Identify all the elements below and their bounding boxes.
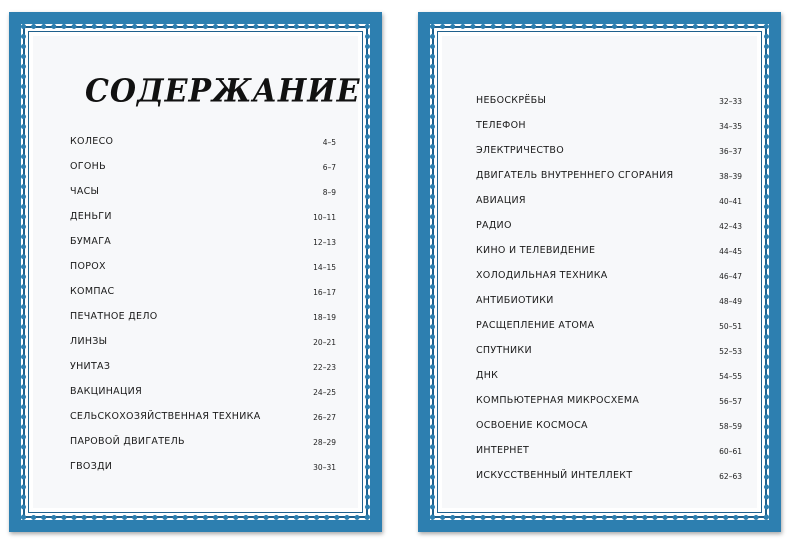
toc-entry-pages: 16–17 bbox=[313, 288, 336, 297]
toc-entry-pages: 10–11 bbox=[313, 213, 336, 222]
toc-entry-title: ИСКУССТВЕННЫЙ ИНТЕЛЛЕКТ bbox=[476, 470, 633, 481]
right-page bbox=[418, 12, 781, 532]
toc-entry-row bbox=[476, 145, 742, 170]
toc-list-right bbox=[476, 95, 742, 495]
toc-entry-pages: 42–43 bbox=[719, 222, 742, 231]
toc-entry-pages: 34–35 bbox=[719, 122, 742, 131]
toc-entry-pages: 14–15 bbox=[313, 263, 336, 272]
toc-entry-title: РАДИО bbox=[476, 220, 512, 231]
toc-entry-title: ДНК bbox=[476, 370, 499, 381]
toc-entry-title: ПЕЧАТНОЕ ДЕЛО bbox=[70, 311, 158, 322]
toc-entry-title: БУМАГА bbox=[70, 236, 112, 247]
toc-entry-pages: 24–25 bbox=[313, 388, 336, 397]
toc-entry-pages: 48–49 bbox=[719, 297, 742, 306]
toc-entry-title: ИНТЕРНЕТ bbox=[476, 445, 530, 456]
toc-entry-title: ЛИНЗЫ bbox=[70, 336, 108, 347]
toc-entry-row bbox=[70, 336, 336, 361]
toc-entry-title: КИНО И ТЕЛЕВИДЕНИЕ bbox=[476, 245, 596, 256]
toc-entry-row bbox=[70, 311, 336, 336]
toc-entry-pages: 46–47 bbox=[719, 272, 742, 281]
toc-entry-title: ЭЛЕКТРИЧЕСТВО bbox=[476, 145, 565, 156]
toc-entry-title: СПУТНИКИ bbox=[476, 345, 532, 356]
toc-entry-title: ЧАСЫ bbox=[70, 186, 100, 197]
toc-entry-pages: 30–31 bbox=[313, 463, 336, 472]
toc-entry-pages: 58–59 bbox=[719, 422, 742, 431]
toc-entry-title: СЕЛЬСКОХОЗЯЙСТВЕННАЯ ТЕХНИКА bbox=[70, 411, 261, 422]
toc-entry-title: КОМПЬЮТЕРНАЯ МИКРОСХЕМА bbox=[476, 395, 640, 406]
toc-entry-title: ХОЛОДИЛЬНАЯ ТЕХНИКА bbox=[476, 270, 608, 281]
toc-entry-pages: 22–23 bbox=[313, 363, 336, 372]
toc-entry-pages: 32–33 bbox=[719, 97, 742, 106]
toc-entry-row bbox=[70, 161, 336, 186]
toc-entry-title: ДЕНЬГИ bbox=[70, 211, 112, 222]
toc-entry-title: УНИТАЗ bbox=[70, 361, 111, 372]
toc-entry-pages: 26–27 bbox=[313, 413, 336, 422]
toc-entry-pages: 52–53 bbox=[719, 347, 742, 356]
toc-entry-title: АВИАЦИЯ bbox=[476, 195, 526, 206]
toc-entry-row bbox=[476, 95, 742, 120]
decorative-stamp-border bbox=[430, 24, 769, 520]
toc-entry-title: ТЕЛЕФОН bbox=[476, 120, 526, 131]
decorative-stamp-border bbox=[21, 24, 370, 520]
toc-entry-pages: 62–63 bbox=[719, 472, 742, 481]
toc-entry-row bbox=[476, 445, 742, 470]
toc-entry-pages: 28–29 bbox=[313, 438, 336, 447]
toc-entry-title: НЕБОСКРЁБЫ bbox=[476, 95, 547, 106]
toc-entry-title: ПОРОХ bbox=[70, 261, 106, 272]
toc-entry-pages: 50–51 bbox=[719, 322, 742, 331]
toc-entry-row bbox=[70, 361, 336, 386]
toc-entry-row bbox=[70, 236, 336, 261]
toc-entry-pages: 38–39 bbox=[719, 172, 742, 181]
toc-entry-row bbox=[70, 211, 336, 236]
toc-entry-row bbox=[476, 320, 742, 345]
toc-entry-pages: 54–55 bbox=[719, 372, 742, 381]
toc-entry-row bbox=[476, 220, 742, 245]
toc-entry-row bbox=[476, 420, 742, 445]
toc-entry-pages: 6–7 bbox=[322, 163, 336, 172]
toc-entry-row bbox=[476, 120, 742, 145]
toc-entry-pages: 56–57 bbox=[719, 397, 742, 406]
toc-entry-title: ВАКЦИНАЦИЯ bbox=[70, 386, 142, 397]
toc-entry-title: ОСВОЕНИЕ КОСМОСА bbox=[476, 420, 588, 431]
toc-entry-row bbox=[70, 436, 336, 461]
toc-entry-row bbox=[476, 295, 742, 320]
toc-entry-row bbox=[70, 386, 336, 411]
toc-entry-title: АНТИБИОТИКИ bbox=[476, 295, 554, 306]
toc-entry-row bbox=[476, 470, 742, 495]
toc-entry-pages: 60–61 bbox=[719, 447, 742, 456]
toc-entry-title: КОМПАС bbox=[70, 286, 115, 297]
toc-entry-pages: 12–13 bbox=[313, 238, 336, 247]
toc-entry-row bbox=[476, 395, 742, 420]
toc-entry-pages: 44–45 bbox=[719, 247, 742, 256]
toc-entry-title: ПАРОВОЙ ДВИГАТЕЛЬ bbox=[70, 436, 185, 447]
toc-entry-title: ДВИГАТЕЛЬ ВНУТРЕННЕГО СГОРАНИЯ bbox=[476, 170, 674, 181]
left-page-content bbox=[33, 36, 361, 508]
toc-entry-title: ОГОНЬ bbox=[70, 161, 106, 172]
toc-entry-title: ГВОЗДИ bbox=[70, 461, 113, 472]
toc-entry-row bbox=[70, 286, 336, 311]
toc-list-left bbox=[70, 136, 336, 486]
toc-entry-title: РАСЩЕПЛЕНИЕ АТОМА bbox=[476, 320, 595, 331]
toc-entry-row bbox=[70, 461, 336, 486]
toc-entry-row bbox=[476, 270, 742, 295]
toc-entry-row bbox=[70, 136, 336, 161]
toc-entry-pages: 4–5 bbox=[322, 138, 336, 147]
toc-entry-title: КОЛЕСО bbox=[70, 136, 114, 147]
toc-entry-row bbox=[476, 245, 742, 270]
toc-entry-pages: 8–9 bbox=[322, 188, 336, 197]
toc-entry-row bbox=[476, 370, 742, 395]
left-page bbox=[9, 12, 382, 532]
toc-entry-row bbox=[476, 170, 742, 195]
toc-entry-row bbox=[476, 345, 742, 370]
toc-entry-pages: 18–19 bbox=[313, 313, 336, 322]
toc-entry-pages: 40–41 bbox=[719, 197, 742, 206]
right-page-content bbox=[442, 36, 757, 508]
toc-entry-pages: 20–21 bbox=[313, 338, 336, 347]
toc-entry-row bbox=[70, 186, 336, 211]
page-title: СОДЕРЖАНИЕ bbox=[85, 73, 361, 110]
toc-entry-pages: 36–37 bbox=[719, 147, 742, 156]
toc-entry-row bbox=[70, 261, 336, 286]
toc-entry-row bbox=[70, 411, 336, 436]
toc-entry-row bbox=[476, 195, 742, 220]
